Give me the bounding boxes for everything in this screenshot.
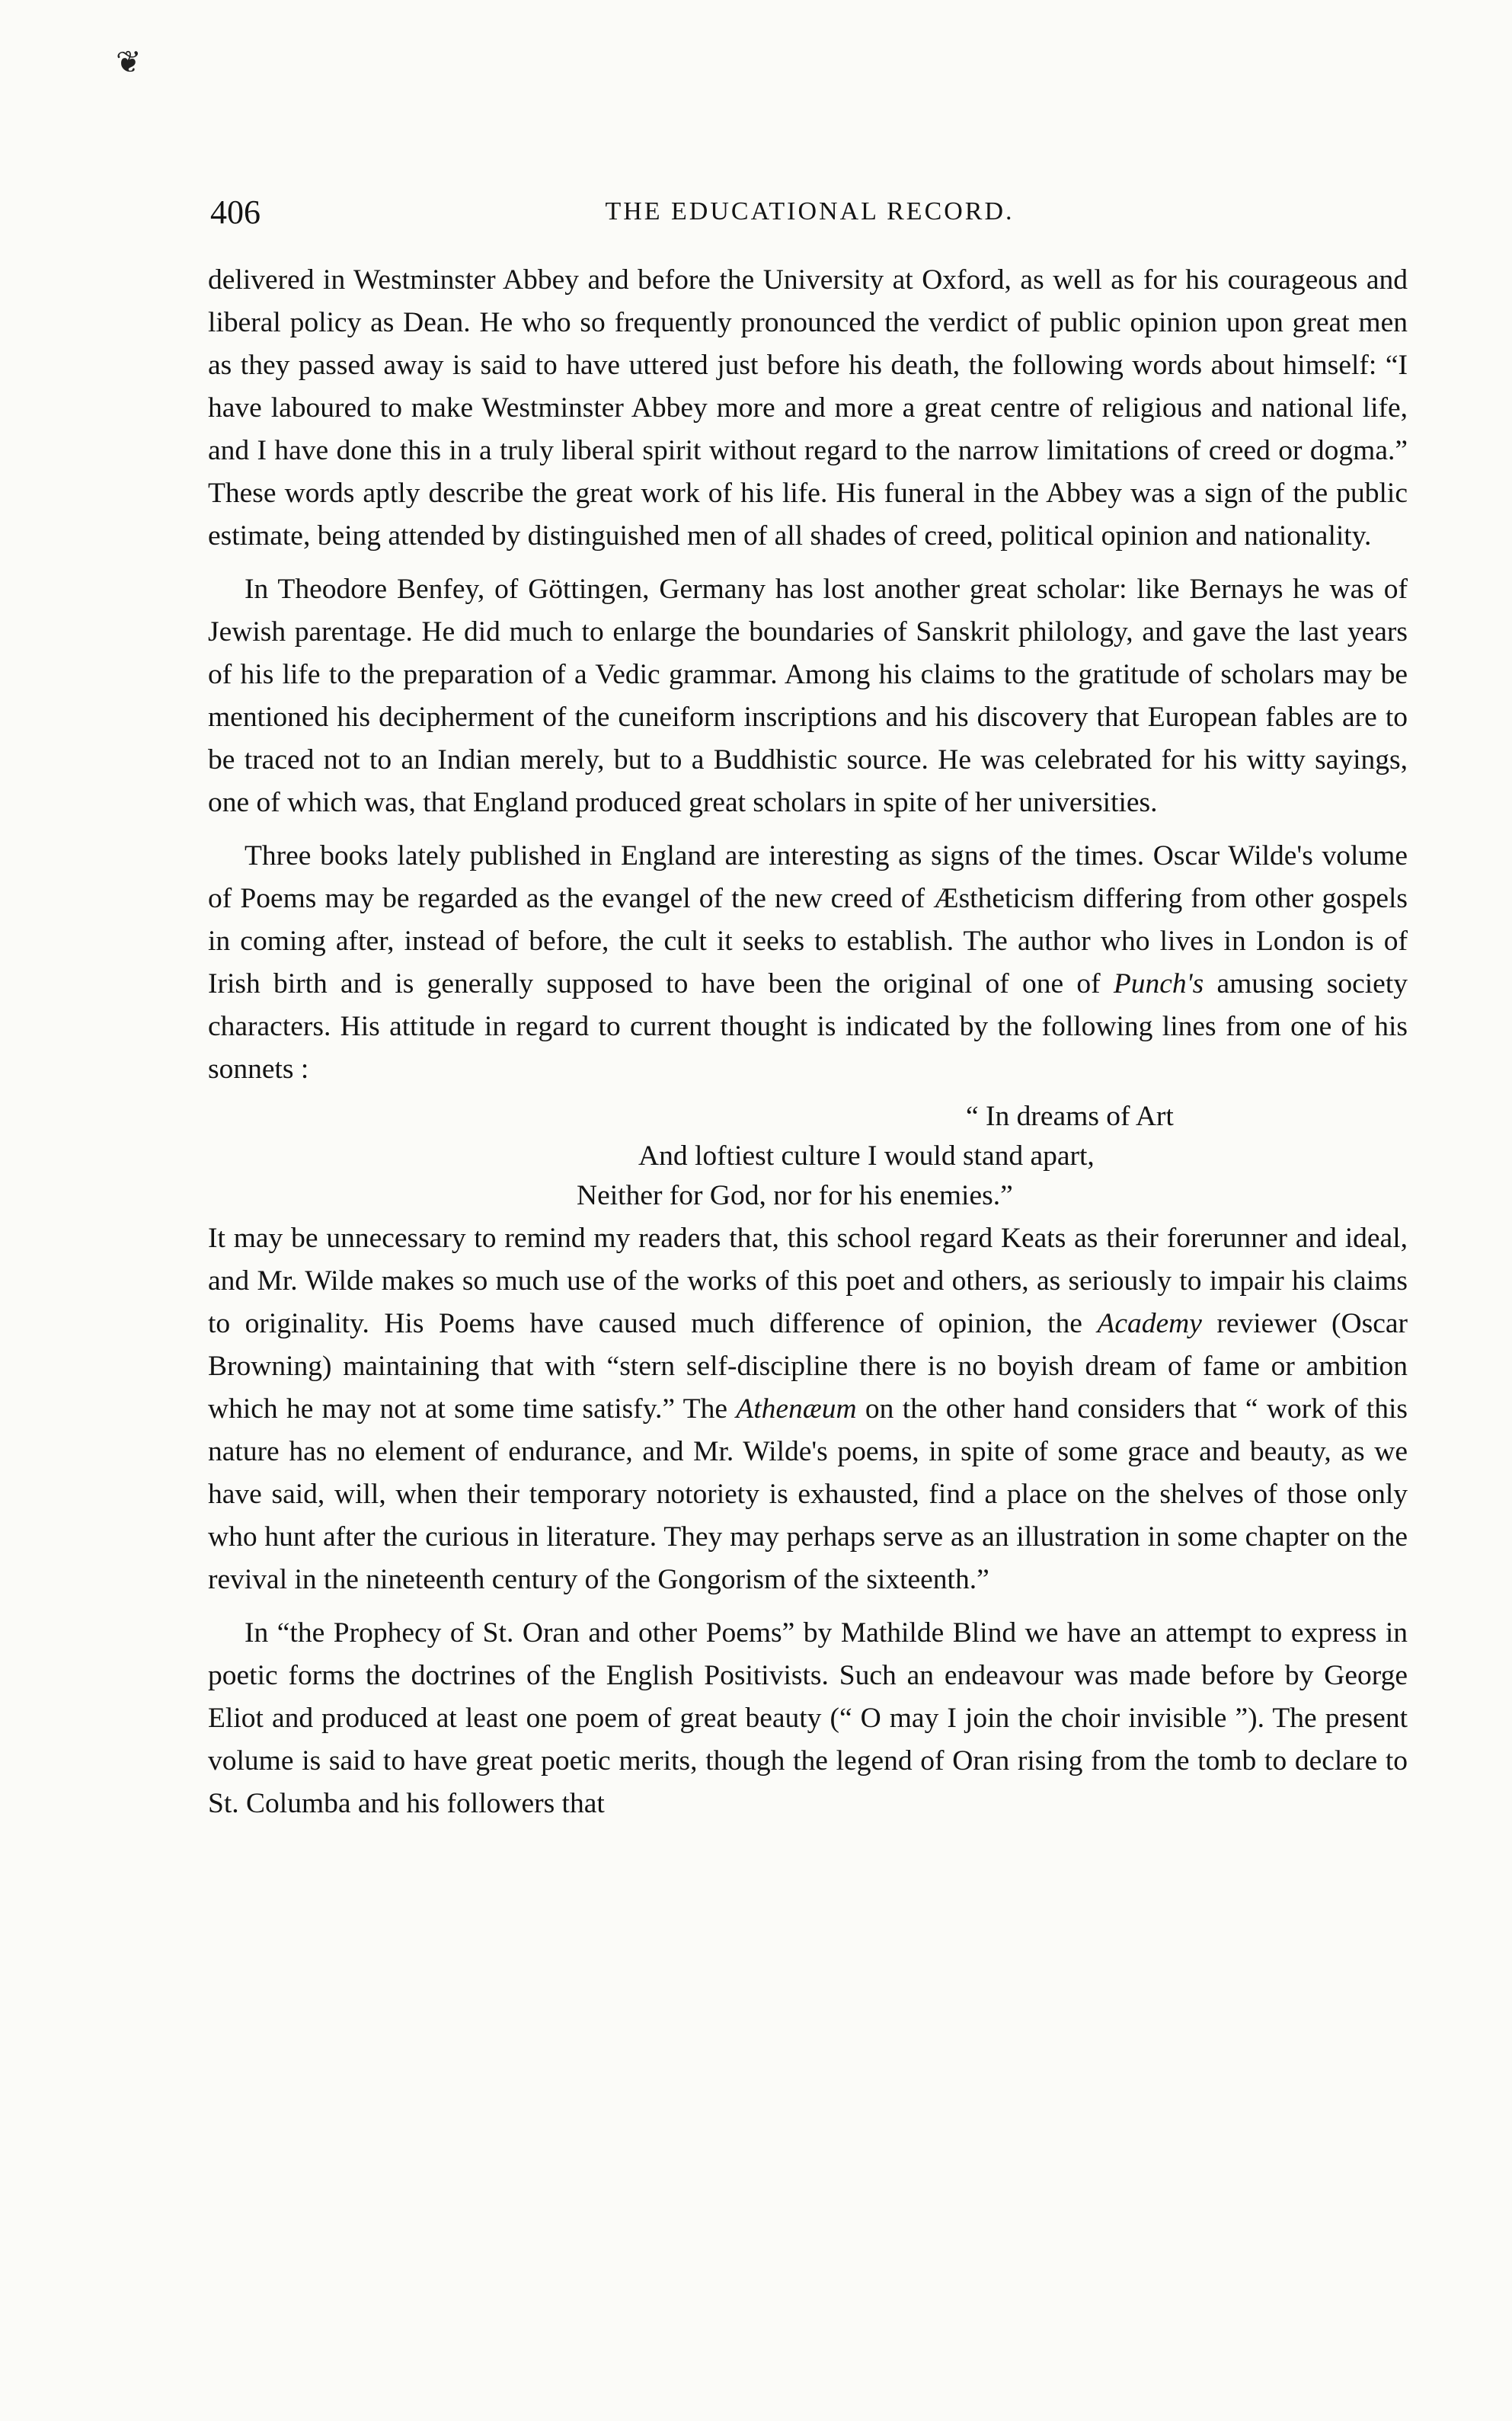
paragraph-three-books-text: Three books lately published in England are interesting as signs of the times. Oscar Wilde's volume of Poems may be regarded as the evangel of the new creed of Æstheticism differing from other gospels in coming after, instead of before, the cult it seeks to establish. The author who lives in London is of Irish birth and is generally supposed to have been the original of one of bbox=[208, 840, 1408, 999]
paragraph-three-books bbox=[208, 835, 1408, 1091]
wilde-reception-part-3: on the other hand considers that “ work of this nature has no element of endurance, and Mr. Wilde's poems, in spite of some grace and beauty, as we have said, will, when their temporary notoriety is exhausted, find a place on the shelves of those only who hunt after the curious in literature. They may perhaps serve as an illustration in some chapter on the revival in the nineteenth century of the Gongorism of the sixteenth.” bbox=[208, 1393, 1408, 1595]
punch-title: Punch's bbox=[1113, 968, 1204, 999]
sonnet-quotation bbox=[208, 1097, 1408, 1216]
page-header bbox=[210, 193, 1409, 238]
page-number: 406 bbox=[210, 193, 261, 231]
article-body bbox=[208, 259, 1408, 1825]
wilde-reception-part-1: It may be unnecessary to remind my readers that, this school regard Keats as their forerunner and ideal, and Mr. Wilde makes so much use of the works of this poet and others, as seriously to impair his claims to originality. His Poems have caused much difference of opinion, the bbox=[208, 1223, 1408, 1339]
corner-ornament: ❦ bbox=[116, 45, 142, 79]
running-title: THE EDUCATIONAL RECORD. bbox=[605, 197, 1015, 225]
academy-title: Academy bbox=[1097, 1308, 1202, 1339]
athenaeum-title: Athenæum bbox=[736, 1393, 857, 1425]
paragraph-three-books-tail: amusing society characters. His attitude in regard to current thought is indicated by the following lines from one of his sonnets : bbox=[208, 968, 1408, 1085]
wilde-reception-part-2: reviewer (Oscar Browning) maintaining that with “stern self-discipline there is no boyish dream of fame or ambition which he may not at some time satisfy.” The bbox=[208, 1308, 1408, 1425]
poem-line-3: Neither for God, nor for his enemies.” bbox=[577, 1180, 1013, 1211]
paragraph-mathilde-blind: In “the Prophecy of St. Oran and other Poems” by Mathilde Blind we have an attempt to express in poetic forms the doctrines of the English Positivists. Such an endeavour was made before by George Eliot and produced at least one poem of great beauty (“ O may I join the choir invisible ”). The present volume is said to have great poetic merits, though the legend of Oran rising from the tomb to declare to St. Columba and his followers that bbox=[208, 1617, 1408, 1819]
paragraph-wilde-reception bbox=[208, 1217, 1408, 1601]
poem-line-2: And loftiest culture I would stand apart, bbox=[638, 1140, 1095, 1172]
paragraph-stanley: delivered in Westminster Abbey and before the University at Oxford, as well as for his courageous and liberal policy as Dean. He who so frequently pronounced the verdict of public opinion upon great men as they passed away is said to have uttered just before his death, the following words about himself: “I have laboured to make Westminster Abbey more and more a great centre of religious and national life, and I have done this in a truly liberal spirit without regard to the narrow limitations of creed or dogma.” These words aptly describe the great work of his life. His funeral in the Abbey was a sign of the public estimate, being attended by distinguished men of all shades of creed, political opinion and nationality. bbox=[208, 264, 1408, 552]
paragraph-benfey: In Theodore Benfey, of Göttingen, Germany has lost another great scholar: like Bernays he was of Jewish parentage. He did much to enlarge the boundaries of Sanskrit philology, and gave the last years of his life to the preparation of a Vedic grammar. Among his claims to the gratitude of scholars may be mentioned his decipherment of the cuneiform inscriptions and his discovery that European fables are to be traced not to an Indian merely, but to a Buddhistic source. He was celebrated for his witty sayings, one of which was, that England produced great scholars in spite of her universities. bbox=[208, 574, 1408, 818]
poem-line-1: “ In dreams of Art bbox=[966, 1101, 1174, 1132]
